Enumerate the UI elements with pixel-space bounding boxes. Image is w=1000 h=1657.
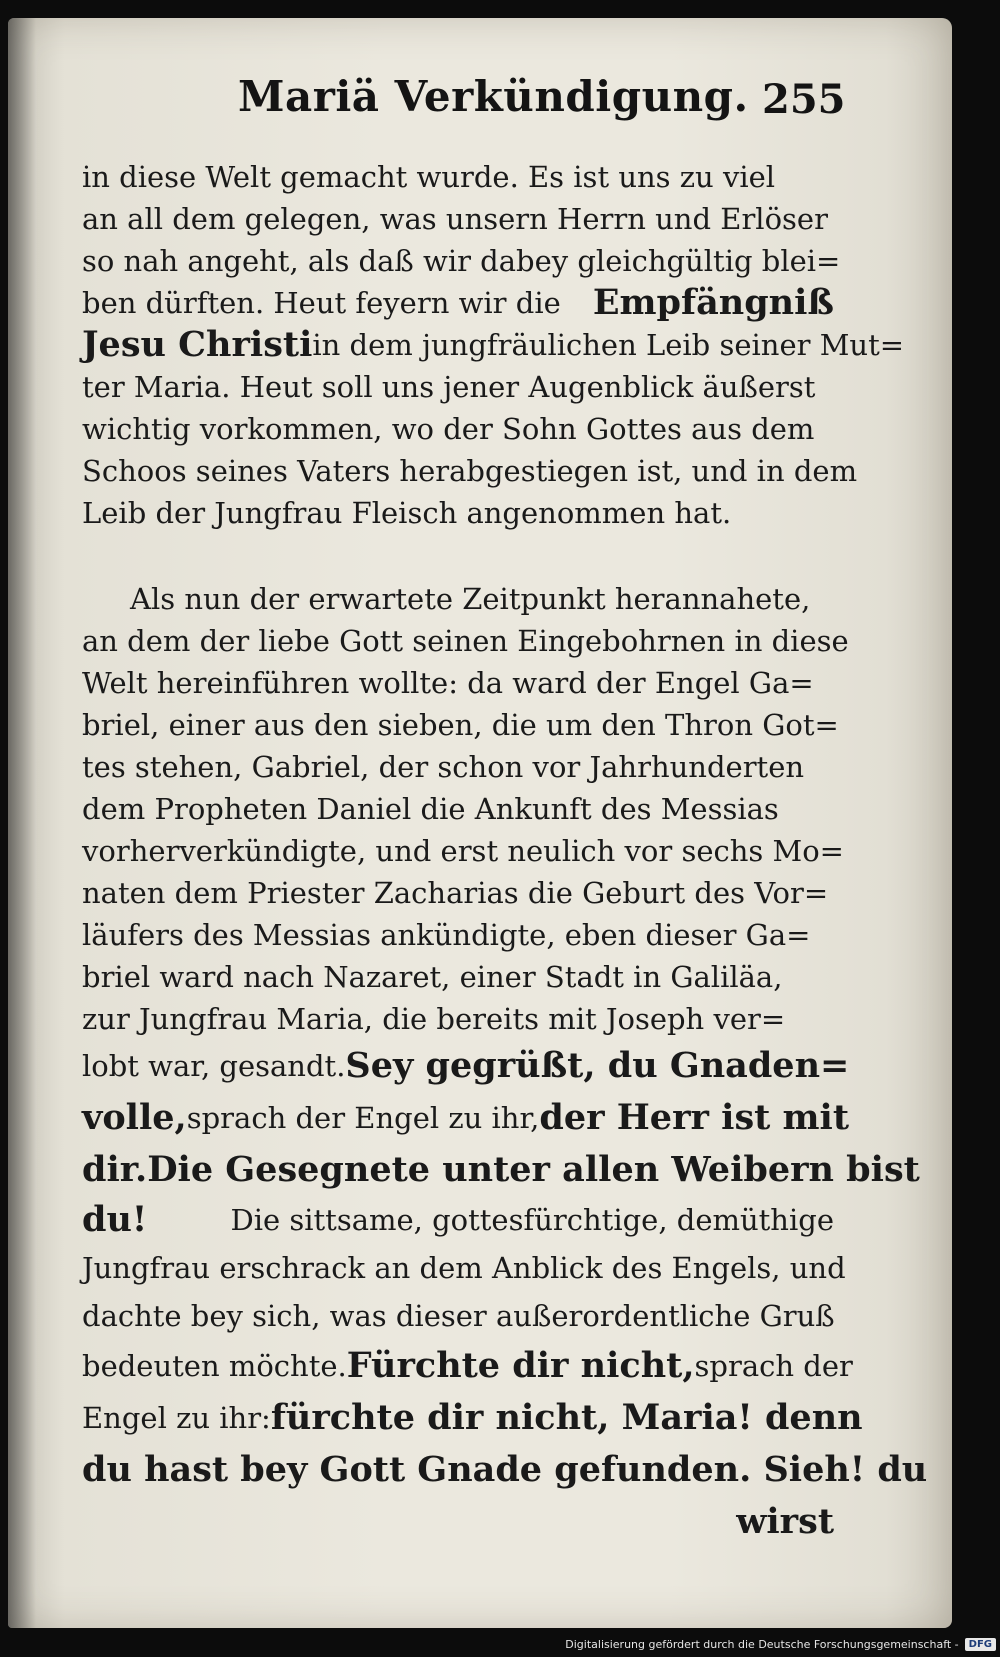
text-line: zur Jungfrau Maria, die bereits mit Joseph ver= bbox=[82, 1002, 786, 1036]
text-line: vorherverkündigte, und erst neulich vor sechs Mo= bbox=[82, 834, 844, 868]
text-run: ben dürften. Heut feyern wir die bbox=[82, 286, 561, 320]
text-line: ter Maria. Heut soll uns jener Augenblick äußerst bbox=[82, 370, 816, 404]
text-run: Die sittsame, gottesfürchtige, demüthige bbox=[230, 1203, 834, 1237]
text-run: sprach der Engel zu ihr, bbox=[186, 1101, 540, 1135]
text-line: an all dem gelegen, was unsern Herrn und Erlöser bbox=[82, 202, 828, 236]
emphasized-text: dir. bbox=[82, 1149, 148, 1190]
text-line bbox=[82, 1444, 928, 1496]
dfg-logo-icon: DFG bbox=[965, 1638, 996, 1651]
emphasized-text: du hast bey Gott Gnade gefunden. Sieh! du bbox=[82, 1449, 928, 1490]
text-line: dem Propheten Daniel die Ankunft des Messias bbox=[82, 792, 779, 826]
emphasized-text: fürchte dir nicht, Maria! denn bbox=[270, 1397, 863, 1438]
text-line: briel ward nach Nazaret, einer Stadt in Galiläa, bbox=[82, 960, 783, 994]
catchword-text: wirst bbox=[736, 1501, 834, 1542]
body-text bbox=[82, 156, 928, 1548]
emphasized-text: Die Gesegnete unter allen Weibern bist bbox=[147, 1149, 920, 1190]
text-line bbox=[82, 1340, 853, 1392]
text-line bbox=[82, 324, 905, 366]
emphasized-text: volle, bbox=[82, 1097, 187, 1138]
text-line bbox=[82, 1040, 850, 1092]
text-run: sprach der bbox=[694, 1349, 853, 1383]
emphasized-text: Empfängniß bbox=[592, 282, 834, 323]
page-number: 255 bbox=[762, 76, 846, 123]
text-line: Jungfrau erschrack an dem Anblick des Engels, und bbox=[82, 1251, 846, 1285]
text-line: briel, einer aus den sieben, die um den Thron Got= bbox=[82, 708, 839, 742]
text-run: in dem jungfräulichen Leib seiner Mut= bbox=[312, 328, 905, 362]
page-header bbox=[238, 64, 846, 134]
running-title: Mariä Verkündigung. bbox=[238, 72, 749, 121]
emphasized-text: Fürchte dir nicht, bbox=[346, 1345, 695, 1386]
text-line bbox=[82, 1196, 834, 1244]
footer-credit: Digitalisierung gefördert durch die Deutsche Forschungsgemeinschaft - bbox=[565, 1637, 959, 1651]
text-line: tes stehen, Gabriel, der schon vor Jahrhunderten bbox=[82, 750, 805, 784]
digitization-footer bbox=[565, 1635, 996, 1653]
text-line bbox=[82, 1144, 920, 1196]
paragraph-break bbox=[82, 534, 834, 578]
text-line: Welt hereinführen wollte: da ward der Engel Ga= bbox=[82, 666, 814, 700]
text-line: Leib der Jungfrau Fleisch angenommen hat. bbox=[82, 496, 732, 530]
text-run: bedeuten möchte. bbox=[82, 1349, 347, 1383]
emphasized-text: Sey gegrüßt, du Gnaden= bbox=[345, 1045, 850, 1086]
text-line: so nah angeht, als daß wir dabey gleichgültig blei= bbox=[82, 244, 841, 278]
text-line: Als nun der erwartete Zeitpunkt herannahete, bbox=[130, 582, 811, 616]
text-line: Schoos seines Vaters herabgestiegen ist, und in dem bbox=[82, 454, 858, 488]
emphasized-text: du! bbox=[82, 1199, 148, 1240]
text-run: Engel zu ihr: bbox=[82, 1401, 271, 1435]
book-page bbox=[8, 18, 952, 1628]
text-line: naten dem Priester Zacharias die Geburt des Vor= bbox=[82, 876, 829, 910]
text-line: dachte bey sich, was dieser außerordentliche Gruß bbox=[82, 1299, 835, 1333]
text-line bbox=[82, 1392, 863, 1444]
text-line: wichtig vorkommen, wo der Sohn Gottes aus dem bbox=[82, 412, 815, 446]
emphasized-text: der Herr ist mit bbox=[539, 1097, 849, 1138]
emphasized-text: Jesu Christi bbox=[82, 324, 313, 365]
text-line: in diese Welt gemacht wurde. Es ist uns zu viel bbox=[82, 160, 776, 194]
text-line bbox=[82, 1092, 849, 1144]
text-run: lobt war, gesandt. bbox=[82, 1049, 346, 1083]
catchword bbox=[82, 1496, 834, 1548]
text-line bbox=[82, 282, 834, 324]
text-line: läufers des Messias ankündigte, eben dieser Ga= bbox=[82, 918, 811, 952]
text-line: an dem der liebe Gott seinen Eingebohrnen in diese bbox=[82, 624, 849, 658]
